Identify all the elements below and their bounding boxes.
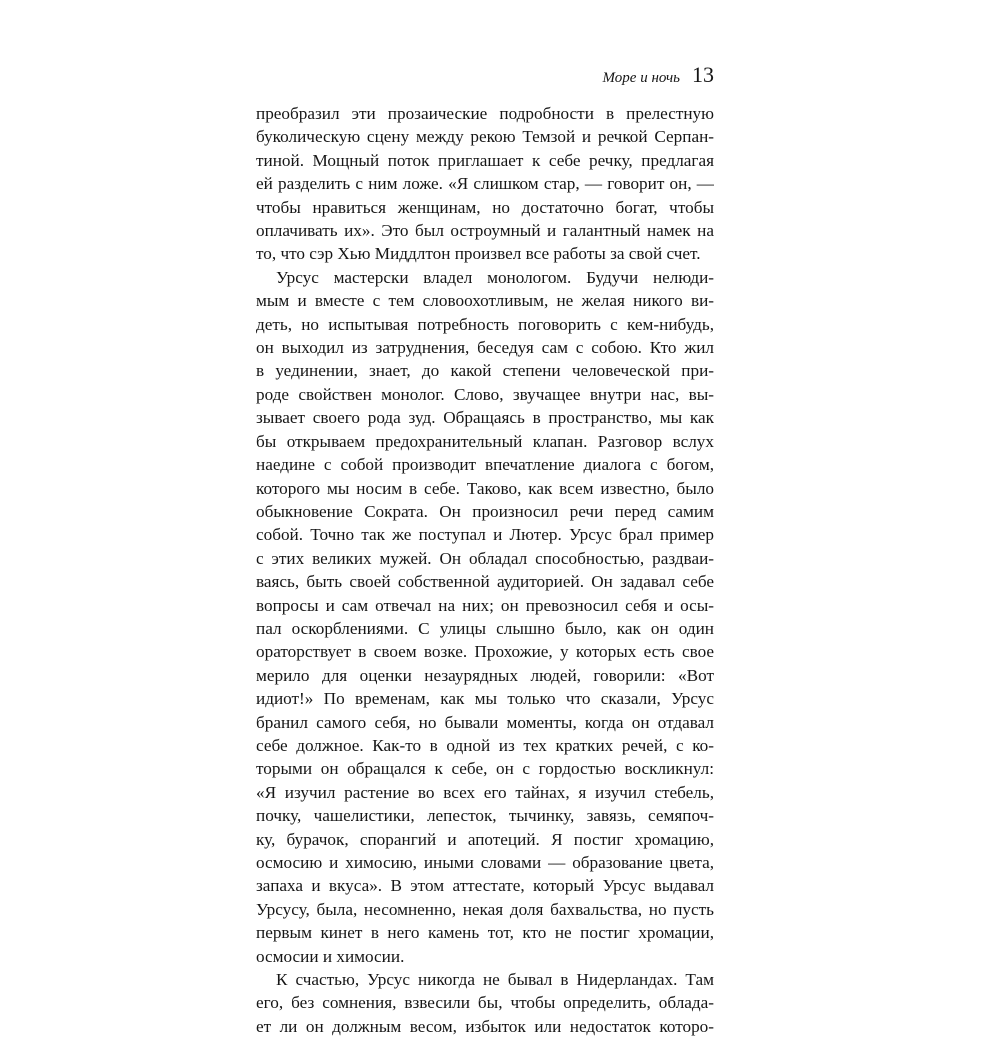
text-line: тиной. Мощный поток приглашает к себе речку, предлагая: [256, 150, 714, 170]
running-head: [256, 62, 714, 96]
text-line: деть, но испытывая потребность поговорить с кем-нибудь,: [256, 314, 714, 334]
text-line: мым и вместе с тем словоохотливым, не желая никого ви-: [256, 291, 714, 311]
text-body: [256, 102, 714, 1038]
text-line: ку, бурачок, спорангий и апотеций. Я постиг хромацию,: [256, 829, 714, 849]
text-line: мерило для оценки незаурядных людей, говорили: «Вот: [256, 665, 714, 685]
text-line: почку, чашелистики, лепесток, тычинку, завязь, семяпоч-: [256, 806, 714, 826]
text-line: осмосию и химосию, иными словами — образование цвета,: [256, 853, 714, 872]
text-line: с этих великих мужей. Он обладал способностью, раздваи-: [256, 548, 714, 568]
text-line: чтобы нравиться женщинам, но достаточно богат, чтобы: [256, 197, 714, 217]
text-line: себе должное. Как-то в одной из тех кратких речей, с ко-: [256, 735, 714, 755]
text-line: осмосии и химосии.: [256, 946, 405, 966]
text-line: зывает своего рода зуд. Обращаясь в пространство, мы как: [256, 408, 714, 428]
text-line: собой. Точно так же поступал и Лютер. Урсус брал пример: [256, 525, 714, 545]
text-line: буколическую сцену между рекою Темзой и речкой Серпан-: [256, 127, 714, 147]
text-line: «Я изучил растение во всех его тайнах, я изучил стебель,: [256, 782, 714, 802]
text-line: Урсус мастерски владел монологом. Будучи нелюди-: [276, 267, 714, 287]
text-line: роде свойствен монолог. Слово, звучащее внутри нас, вы-: [256, 384, 714, 404]
text-line: запаха и вкуса». В этом аттестате, который Урсус выдавал: [256, 876, 714, 896]
text-line: Урсусу, была, несомненно, некая доля бахвальства, но пусть: [256, 899, 714, 919]
text-line: первым кинет в него камень тот, кто не постиг хромации,: [256, 923, 714, 943]
text-line: преобразил эти прозаические подробности в прелестную: [256, 104, 714, 123]
text-line: ваясь, быть своей собственной аудиторией. Он задавал себе: [256, 572, 714, 592]
running-title: Море и ночь: [602, 70, 680, 86]
text-line: он выходил из затруднения, беседуя сам с собою. Кто жил: [256, 338, 714, 358]
text-line: ет ли он должным весом, избыток или недостаток которо-: [256, 1016, 714, 1036]
text-line: обыкновение Сократа. Он произносил речи перед самим: [256, 501, 714, 521]
text-line: его, без сомнения, взвесили бы, чтобы определить, облада-: [256, 993, 714, 1013]
text-line: в уединении, знает, до какой степени человеческой при-: [256, 361, 714, 381]
text-line: наедине с собой производит впечатление диалога с богом,: [256, 455, 714, 475]
text-line: К счастью, Урсус никогда не бывал в Нидерландах. Там: [276, 970, 714, 990]
text-line: то, что сэр Хью Миддлтон произвел все работы за свой счет.: [256, 244, 701, 264]
page-number: 13: [692, 62, 714, 87]
text-line: которого мы носим в себе. Таково, как всем известно, было: [256, 478, 714, 498]
text-line: бы открываем предохранительный клапан. Разговор вслух: [256, 431, 714, 451]
text-line: идиот!» По временам, как мы только что сказали, Урсус: [256, 689, 714, 709]
text-line: пал оскорблениями. С улицы слышно было, как он один: [256, 618, 714, 638]
text-line: оплачивать их». Это был остроумный и галантный намек на: [256, 221, 714, 241]
text-line: торыми он обращался к себе, он с гордостью воскликнул:: [256, 759, 714, 779]
text-line: бранил самого себя, но бывали моменты, когда он отдавал: [256, 712, 714, 732]
text-line: ораторствует в своем возке. Прохожие, у которых есть свое: [256, 642, 714, 662]
text-line: ей разделить с ним ложе. «Я слишком стар, — говорит он, —: [256, 174, 714, 194]
book-page: [256, 62, 714, 1038]
text-line: вопросы и сам отвечал на них; он превозносил себя и осы-: [256, 595, 714, 615]
